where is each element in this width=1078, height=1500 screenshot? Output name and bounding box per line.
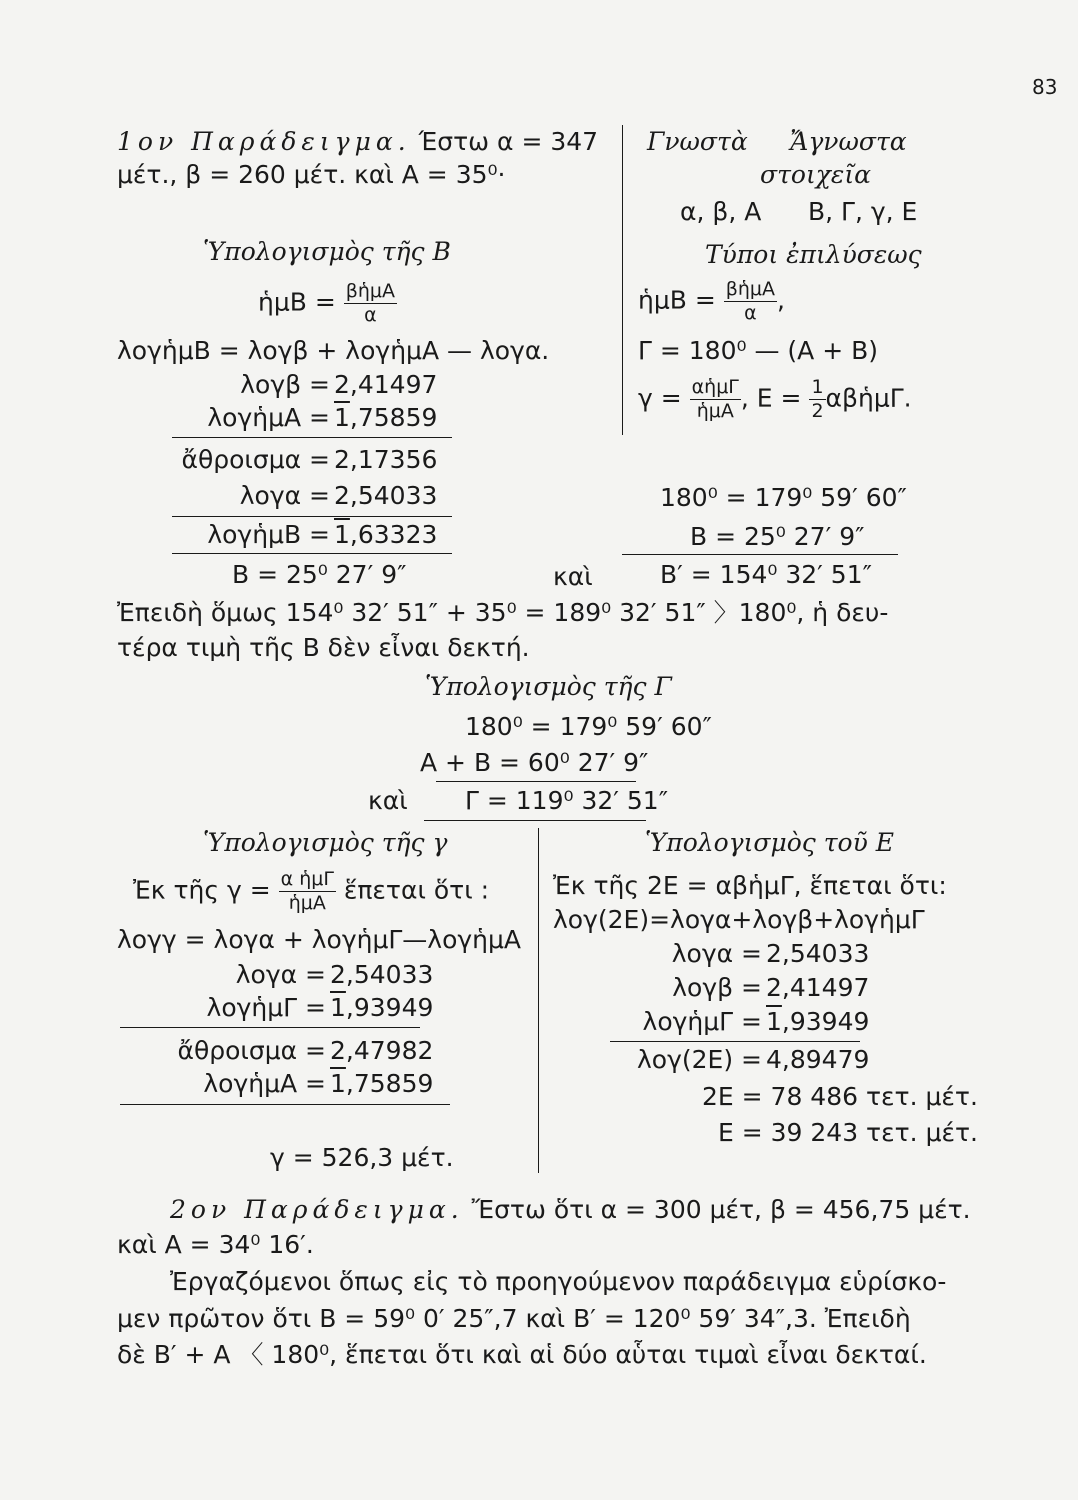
example-1-line-2: μέτ., β = 260 μέτ. καὶ Α = 35⁰· bbox=[117, 160, 506, 189]
formula-gamma-angle: Γ = 180⁰ — (Α + Β) bbox=[638, 336, 879, 365]
rule bbox=[610, 1041, 860, 1042]
mantissa: ,75859 bbox=[349, 403, 438, 432]
calc-Gamma-row-2: Α + Β = 60⁰ 27′ 9″ bbox=[420, 748, 649, 777]
calc-E-value-1: 2,54033 bbox=[766, 939, 870, 968]
rule bbox=[172, 553, 452, 554]
paragraph-2-line-3: δὲ Β′ + Α 〈 180⁰, ἕπεται ὅτι καὶ αἱ δύο αὗται τιμαὶ εἶναι δεκταί. bbox=[117, 1340, 927, 1369]
unknown-heading-2: στοιχεῖα bbox=[760, 160, 871, 189]
denominator: α bbox=[744, 302, 757, 324]
denominator: α bbox=[364, 304, 377, 326]
calc-E-intro: Ἐκ τῆς 2Ε = αβἡμΓ, ἕπεται ὅτι: bbox=[553, 871, 947, 900]
numerator: βἡμΑ bbox=[345, 280, 396, 302]
bar-characteristic: 1 bbox=[334, 520, 350, 549]
calc-B-supplement-2: Β = 25⁰ 27′ 9″ bbox=[690, 522, 865, 551]
calc-B-value-1: 2,41497 bbox=[334, 370, 438, 399]
formula-area-lhs: , Ε = bbox=[740, 383, 802, 413]
calc-gamma-value-2 bbox=[330, 993, 433, 1023]
denominator: ἡμΑ bbox=[696, 400, 734, 422]
calc-E-result-2: Ε = 39 243 τετ. μέτ. bbox=[718, 1118, 978, 1147]
example-2-line-1 bbox=[170, 1195, 971, 1225]
calc-gamma-value-1: 2,54033 bbox=[330, 960, 434, 989]
calc-B-heading: Ὑπολογισμὸς τῆς Β bbox=[203, 237, 451, 266]
fraction bbox=[279, 870, 336, 913]
calc-B-label-4: λογἡμΒ = bbox=[207, 520, 330, 549]
calc-gamma-intro bbox=[133, 870, 489, 913]
calc-B-equation bbox=[258, 282, 397, 325]
calc-E-value-2: 2,41497 bbox=[766, 973, 870, 1002]
calc-gamma-sum-value: 2,47982 bbox=[330, 1036, 434, 1065]
fraction bbox=[690, 378, 741, 421]
calc-E-log-equation: λογ(2Ε)=λογα+λογβ+λογἡμΓ bbox=[553, 905, 925, 934]
calc-B-sum-value: 2,17356 bbox=[334, 445, 438, 474]
known-values: α, β, Α bbox=[680, 197, 762, 226]
numerator: αἡμΓ bbox=[691, 376, 739, 398]
calc-B-result: Β = 25⁰ 27′ 9″ bbox=[232, 560, 407, 589]
denominator: 2 bbox=[811, 400, 824, 422]
numerator: α ἡμΓ bbox=[280, 868, 334, 890]
rule bbox=[172, 516, 452, 517]
calc-gamma-label-2: λογἡμΓ = bbox=[206, 993, 326, 1022]
calc-E-value-4: 4,89479 bbox=[766, 1045, 870, 1074]
eq-lhs: ἡμΒ = bbox=[258, 287, 336, 317]
calc-B-value-3: 2,54033 bbox=[334, 481, 438, 510]
unknown-heading: Ἄγνωστα bbox=[790, 127, 907, 156]
rule bbox=[424, 820, 646, 821]
calc-B-supplement-1: 180⁰ = 179⁰ 59′ 60″ bbox=[660, 483, 907, 512]
numerator: βἡμΑ bbox=[725, 278, 776, 300]
formula-area-rhs: αβἡμΓ. bbox=[825, 383, 912, 413]
column-divider-top bbox=[622, 125, 623, 435]
calc-Gamma-and: καὶ bbox=[368, 786, 408, 815]
calc-E-value-3 bbox=[766, 1007, 869, 1037]
mantissa: ,93949 bbox=[345, 993, 434, 1022]
mantissa: ,63323 bbox=[349, 520, 438, 549]
rule bbox=[172, 437, 452, 438]
paragraph-1-line-2: τέρα τιμὴ τῆς Β δὲν εἶναι δεκτή. bbox=[117, 633, 530, 662]
bar-characteristic: 1 bbox=[330, 1069, 346, 1098]
bar-characteristic: 1 bbox=[330, 993, 346, 1022]
calc-gamma-heading: Ὑπολογισμὸς τῆς γ bbox=[203, 828, 448, 857]
fraction bbox=[344, 282, 397, 325]
paragraph-2-line-1: Ἐργαζόμενοι ὅπως εἰς τὸ προηγούμενον παράδειγμα εὑρίσκο- bbox=[170, 1267, 947, 1296]
calc-gamma-log-equation: λογγ = λογα + λογἡμΓ—λογἡμΑ bbox=[117, 925, 522, 954]
column-divider-bottom bbox=[538, 828, 539, 1173]
calc-gamma-label-3: λογἡμΑ = bbox=[203, 1069, 326, 1098]
fraction bbox=[724, 280, 777, 323]
rule bbox=[120, 1027, 420, 1028]
paragraph-1-line-1: Ἐπειδὴ ὅμως 154⁰ 32′ 51″ + 35⁰ = 189⁰ 32′ 51″ 〉180⁰, ἡ δευ- bbox=[117, 598, 889, 627]
calc-E-label-1: λογα = bbox=[671, 939, 762, 968]
intro-lhs: Ἐκ τῆς γ = bbox=[133, 875, 271, 905]
example-1-given: Έστω α = 347 bbox=[418, 127, 599, 156]
example-2-given: Ἔστω ὅτι α = 300 μέτ, β = 456,75 μέτ. bbox=[471, 1195, 971, 1224]
denominator: ἡμΑ bbox=[288, 892, 326, 914]
numerator: 1 bbox=[811, 376, 824, 398]
calc-E-label-2: λογβ = bbox=[672, 973, 762, 1002]
bar-characteristic: 1 bbox=[334, 403, 350, 432]
bar-characteristic: 1 bbox=[766, 1007, 782, 1036]
calc-B-label-2: λογἡμΑ = bbox=[207, 403, 330, 432]
calc-E-result-1: 2Ε = 78 486 τετ. μέτ. bbox=[702, 1082, 978, 1111]
example-2-line-2: καὶ Α = 34⁰ 16′. bbox=[117, 1230, 314, 1259]
page-number: 83 bbox=[1032, 75, 1058, 99]
calc-gamma-result: γ = 526,3 μέτ. bbox=[270, 1143, 454, 1172]
calc-B-and: καὶ bbox=[553, 562, 593, 591]
calc-Gamma-result: Γ = 119⁰ 32′ 51″ bbox=[465, 786, 669, 815]
rule bbox=[436, 781, 636, 782]
calc-E-label-3: λογἡμΓ = bbox=[642, 1007, 762, 1036]
calc-B-log-equation: λογἡμΒ = λογβ + λογἡμΑ — λογα. bbox=[117, 336, 550, 365]
calc-E-heading: Ὑπολογισμὸς τοῦ Ε bbox=[645, 828, 894, 857]
solution-formulas-heading: Τύποι ἐπιλύσεως bbox=[705, 240, 922, 269]
formula-sinB bbox=[638, 280, 785, 323]
rule bbox=[120, 1104, 450, 1105]
fraction-half bbox=[809, 378, 825, 421]
formula-sinB-lhs: ἡμΒ = bbox=[638, 285, 716, 315]
example-1-line-1 bbox=[117, 127, 598, 157]
calc-E-label-4: λογ(2Ε) = bbox=[637, 1045, 762, 1074]
calc-Gamma-row-1: 180⁰ = 179⁰ 59′ 60″ bbox=[465, 712, 712, 741]
paragraph-2-line-2: μεν πρῶτον ὅτι Β = 59⁰ 0′ 25″,7 καὶ Β′ = 120⁰ 59′ 34″,3. Ἐπειδὴ bbox=[117, 1304, 911, 1333]
calc-gamma-value-3 bbox=[330, 1069, 433, 1099]
comma: , bbox=[777, 285, 785, 315]
example-2-label: 2ον Παράδειγμα. bbox=[170, 1195, 464, 1224]
example-1-label: 1ον Παράδειγμα. bbox=[117, 127, 411, 156]
calc-B-label-1: λογβ = bbox=[240, 370, 330, 399]
formula-side-lhs: γ = bbox=[638, 383, 682, 413]
known-heading: Γνωστὰ bbox=[647, 127, 748, 156]
rule bbox=[622, 554, 898, 555]
formula-side-and-area bbox=[638, 378, 912, 421]
calc-B-value-2 bbox=[334, 403, 437, 433]
mantissa: ,93949 bbox=[781, 1007, 870, 1036]
calc-B-sum-label: ἄθροισμα = bbox=[181, 445, 330, 474]
calc-gamma-label-1: λογα = bbox=[235, 960, 326, 989]
unknown-values: Β, Γ, γ, Ε bbox=[808, 197, 918, 226]
calc-B-value-4 bbox=[334, 520, 437, 550]
mantissa: ,75859 bbox=[345, 1069, 434, 1098]
calc-gamma-sum-label: ἄθροισμα = bbox=[177, 1036, 326, 1065]
intro-rhs: ἕπεται ὅτι : bbox=[343, 875, 490, 905]
calc-Gamma-heading: Ὑπολογισμὸς τῆς Γ bbox=[425, 672, 672, 701]
calc-B-label-3: λογα = bbox=[239, 481, 330, 510]
calc-B-second-value: Β′ = 154⁰ 32′ 51″ bbox=[660, 560, 872, 589]
